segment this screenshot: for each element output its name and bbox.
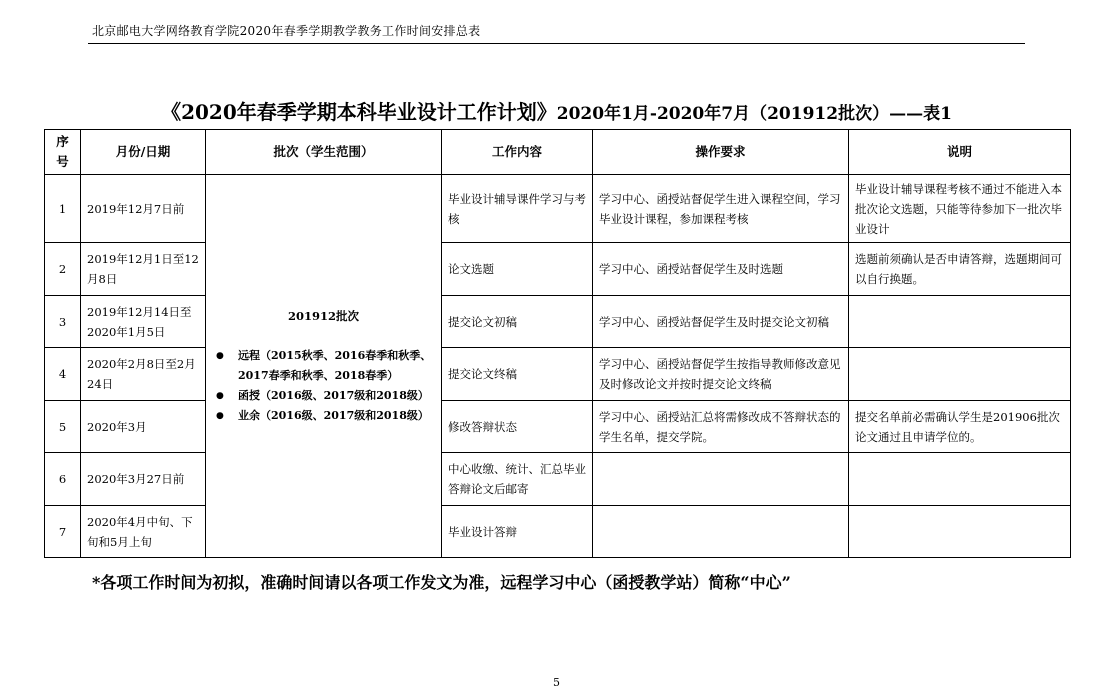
table-header-row (45, 130, 1071, 175)
row-content: 修改答辩状态 (442, 401, 593, 453)
row-note (849, 348, 1071, 401)
table-row (45, 506, 1071, 558)
row-date: 2019年12月1日至12月8日 (81, 243, 206, 296)
table-row (45, 453, 1071, 506)
header-rule (88, 43, 1025, 44)
document-title (0, 96, 1113, 125)
row-date: 2020年3月27日前 (81, 453, 206, 506)
batch-item-part-time-label: 业余（2016级、2017级和2018级） (238, 409, 429, 422)
batch-item-correspondence (212, 386, 435, 406)
row-content: 提交论文初稿 (442, 296, 593, 348)
row-requirement (593, 453, 849, 506)
row-note (849, 453, 1071, 506)
table-row (45, 243, 1071, 296)
header-seq: 序号 (45, 130, 81, 175)
row-content: 提交论文终稿 (442, 348, 593, 401)
row-note: 毕业设计辅导课程考核不通过不能进入本批次论文选题，只能等待参加下一批次毕业设计 (849, 175, 1071, 243)
row-requirement: 学习中心、函授站督促学生进入课程空间，学习毕业设计课程，参加课程考核 (593, 175, 849, 243)
table-row (45, 348, 1071, 401)
row-date: 2020年4月中旬、下旬和5月上旬 (81, 506, 206, 558)
row-seq: 3 (45, 296, 81, 348)
row-note: 选题前须确认是否申请答辩，选题期间可以自行换题。 (849, 243, 1071, 296)
batch-item-correspondence-label: 函授（2016级、2017级和2018级） (238, 389, 429, 402)
row-seq: 6 (45, 453, 81, 506)
document-title-subtitle: 2020年1月-2020年7月（201912批次）——表1 (556, 104, 952, 124)
row-note (849, 296, 1071, 348)
header-note: 说明 (849, 130, 1071, 175)
footnote: *各项工作时间为初拟，准确时间请以各项工作发文为准，远程学习中心（函授教学站）简称“中心” (92, 573, 791, 592)
bullet-icon: ● (216, 351, 224, 361)
row-requirement: 学习中心、函授站督促学生及时选题 (593, 243, 849, 296)
bullet-icon: ● (216, 411, 224, 421)
row-date: 2019年12月14日至2020年1月5日 (81, 296, 206, 348)
row-date: 2020年2月8日至2月24日 (81, 348, 206, 401)
row-content: 论文选题 (442, 243, 593, 296)
row-content: 毕业设计辅导课件学习与考核 (442, 175, 593, 243)
row-date: 2020年3月 (81, 401, 206, 453)
row-requirement: 学习中心、函授站督促学生按指导教师修改意见及时修改论文并按时提交论文终稿 (593, 348, 849, 401)
table-row (45, 296, 1071, 348)
row-requirement (593, 506, 849, 558)
row-seq: 4 (45, 348, 81, 401)
row-requirement: 学习中心、函授站汇总将需修改成不答辩状态的学生名单，提交学院。 (593, 401, 849, 453)
batch-item-part-time (212, 406, 435, 426)
row-requirement: 学习中心、函授站督促学生及时提交论文初稿 (593, 296, 849, 348)
table-row (45, 175, 1071, 243)
row-seq: 7 (45, 506, 81, 558)
row-seq: 1 (45, 175, 81, 243)
batch-item-remote (212, 346, 435, 386)
batch-cell (206, 175, 442, 558)
header-content: 工作内容 (442, 130, 593, 175)
batch-student-list (212, 346, 435, 426)
running-header: 北京邮电大学网络教育学院2020年春季学期教学教务工作时间安排总表 (92, 24, 481, 38)
document-title-main: 《2020年春季学期本科毕业设计工作计划》 (161, 100, 557, 124)
header-batch: 批次（学生范围） (206, 130, 442, 175)
header-date: 月份/日期 (81, 130, 206, 175)
row-note: 提交名单前必需确认学生是201906批次论文通过且申请学位的。 (849, 401, 1071, 453)
row-note (849, 506, 1071, 558)
batch-name: 201912批次 (287, 309, 359, 323)
row-content: 中心收缴、统计、汇总毕业答辩论文后邮寄 (442, 453, 593, 506)
row-seq: 2 (45, 243, 81, 296)
page-number: 5 (553, 676, 560, 689)
table-row (45, 401, 1071, 453)
bullet-icon: ● (216, 391, 224, 401)
work-plan-table (44, 129, 1071, 558)
row-date: 2019年12月7日前 (81, 175, 206, 243)
row-seq: 5 (45, 401, 81, 453)
header-requirement: 操作要求 (593, 130, 849, 175)
row-content: 毕业设计答辩 (442, 506, 593, 558)
batch-item-remote-label: 远程（2015秋季、2016春季和秋季、2017春季和秋季、2018春季） (238, 349, 432, 382)
